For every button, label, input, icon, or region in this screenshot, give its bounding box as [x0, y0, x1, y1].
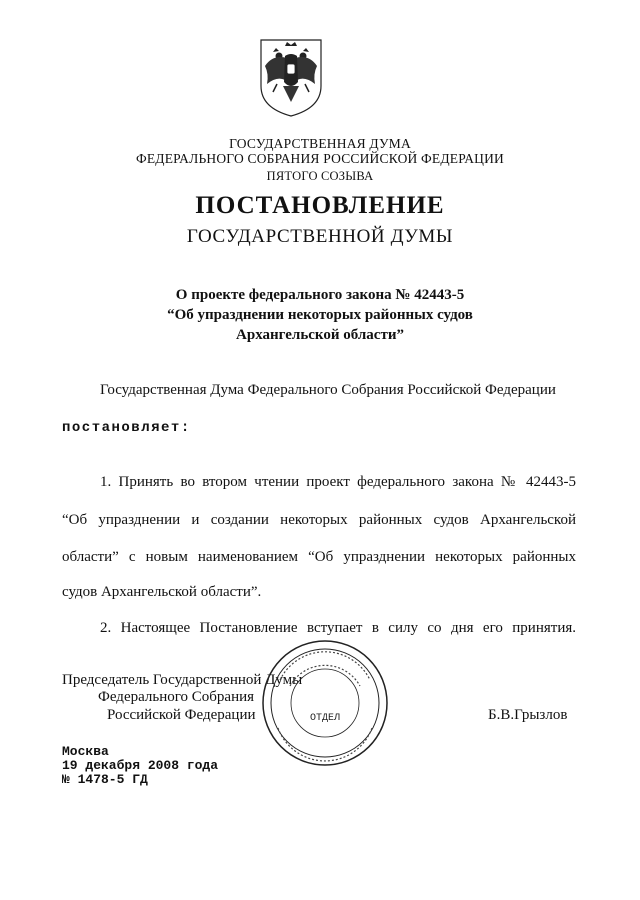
- signer-role-line-1: Председатель Государственной Думы: [62, 672, 303, 688]
- header-line-2: ФЕДЕРАЛЬНОГО СОБРАНИЯ РОССИЙСКОЙ ФЕДЕРАЦИИ: [136, 151, 504, 166]
- item-2: 2. Настоящее Постановление вступает в силу со дня его принятия.: [100, 620, 576, 636]
- signer-name: Б.В.Грызлов: [488, 707, 568, 723]
- bill-title-line-2: “Об упразднении некоторых районных судов: [167, 307, 473, 323]
- signer-role-line-3: Российской Федерации: [107, 707, 256, 723]
- signer-role-line-2: Федерального Собрания: [98, 689, 255, 705]
- item-1-line-3: области” с новым наименованием “Об упразднении некоторых районных: [62, 549, 576, 565]
- item-1-line-1: 1. Принять во втором чтении проект федерального закона № 42443-5: [100, 474, 576, 490]
- item-1-line-4: судов Архангельской области”.: [62, 584, 262, 600]
- coat-of-arms-emblem: [257, 36, 325, 118]
- footer-city: Москва: [62, 744, 109, 759]
- bill-title-line-1: О проекте федерального закона № 42443-5: [175, 287, 465, 303]
- decree-word: постановляет:: [62, 420, 191, 436]
- stamp-text: ОТДЕЛ: [309, 713, 341, 724]
- intro-paragraph: Государственная Дума Федерального Собрания Российской Федерации: [100, 382, 556, 398]
- footer-date: 19 декабря 2008 года: [62, 758, 219, 773]
- official-seal-stamp: [260, 638, 390, 768]
- item-1-line-2: “Об упразднении и создании некоторых районных судов Архангельской: [62, 512, 576, 528]
- document-subtitle: ГОСУДАРСТВЕННОЙ ДУМЫ: [186, 226, 454, 247]
- document-title: ПОСТАНОВЛЕНИЕ: [195, 192, 445, 219]
- header-line-3: ПЯТОГО СОЗЫВА: [266, 169, 374, 183]
- footer-number: № 1478-5 ГД: [62, 772, 148, 787]
- header-line-1: ГОСУДАРСТВЕННАЯ ДУМА: [229, 136, 411, 151]
- bill-title-line-3: Архангельской области”: [236, 327, 404, 343]
